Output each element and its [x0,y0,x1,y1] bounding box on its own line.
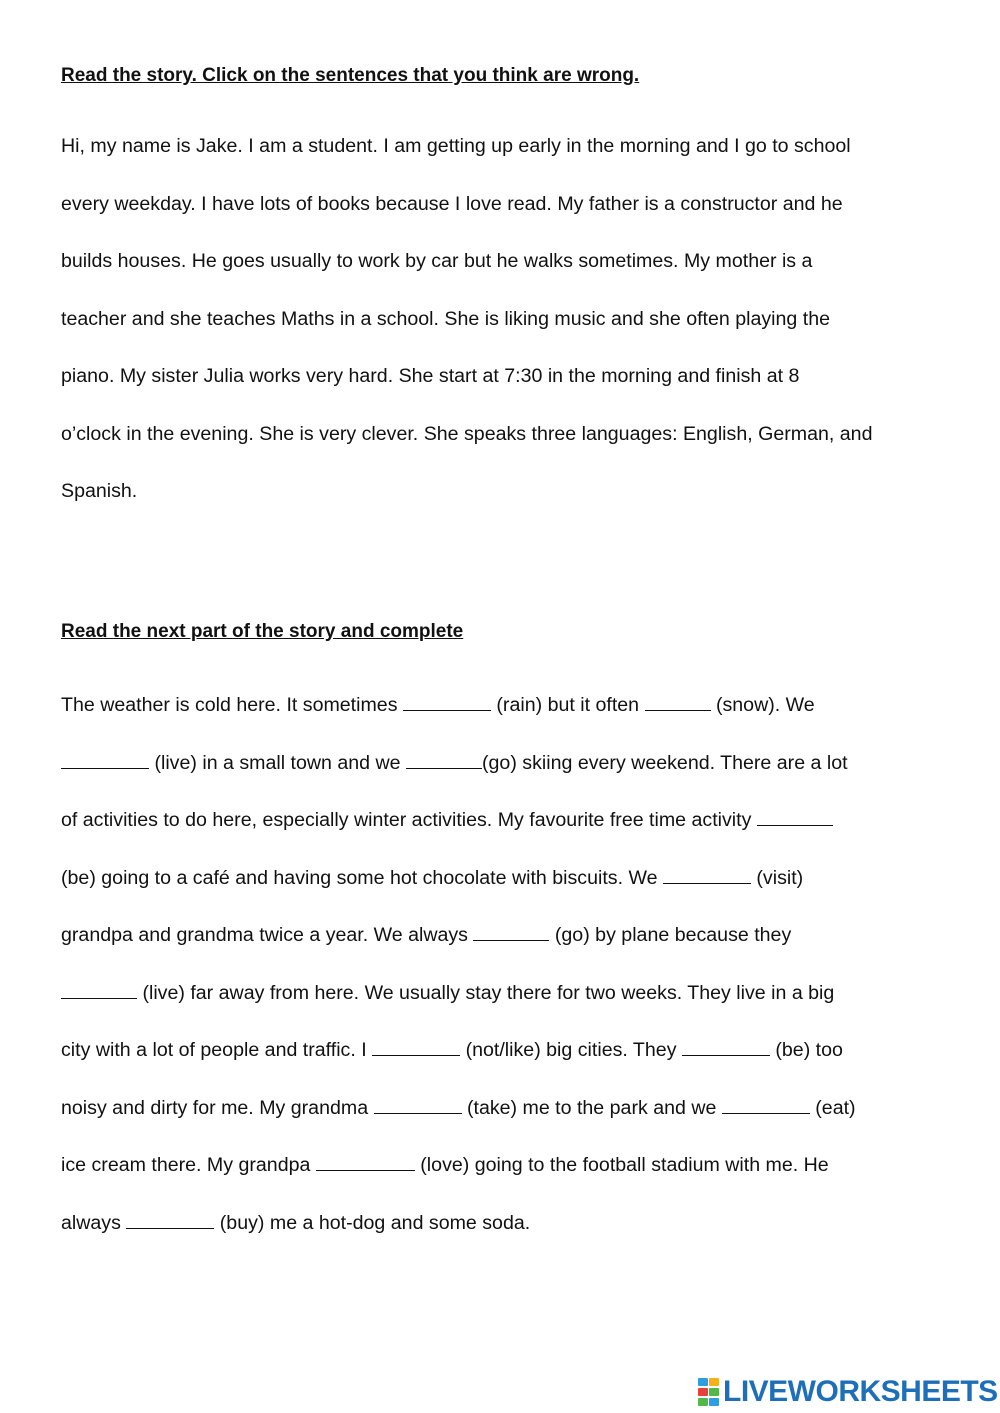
story-line [61,864,941,922]
story-text: (be) too [769,1039,843,1061]
clickable-sentence[interactable]: Hi, my name is Jake. [61,135,243,157]
clickable-sentence[interactable]: He goes usually to work by car but he walks sometimes. [191,250,679,272]
answer-blank[interactable] [372,1036,460,1056]
answer-blank[interactable] [757,806,833,826]
clickable-sentence[interactable]: Spanish. [61,480,138,502]
answer-blank[interactable] [473,921,549,941]
story-text: city with a lot of people and traffic. I [61,1039,373,1061]
story-text: noisy and dirty for me. My grandma [61,1096,374,1119]
story-text: (eat) [809,1096,856,1119]
answer-blank[interactable] [722,1094,810,1114]
clickable-sentence[interactable]: I have lots of books because I love read. [201,192,552,215]
answer-blank[interactable] [406,749,482,769]
clickable-sentence[interactable]: I am getting up early in the morning and I go to school [383,135,851,157]
story-line [61,921,941,979]
story-line [61,806,941,864]
clickable-sentence[interactable]: teacher and she teaches Maths in a school. [61,307,439,330]
logo-mark-icon [698,1378,720,1406]
story-text: The weather is cold here. It sometimes [61,694,403,716]
story-line [61,307,941,365]
story-line [61,422,941,480]
story-line [61,192,941,250]
answer-blank[interactable] [61,749,149,769]
story-text: (live) far away from here. We usually stay there for two weeks. They live in a big [137,981,835,1004]
story-text: (go) by plane because they [549,924,792,946]
story-text: (buy) me a hot-dog and some soda. [214,1211,531,1234]
story-text: (love) going to the football stadium with me. He [414,1154,829,1176]
story-text: of activities to do here, especially winter activities. My favourite free time activity [61,809,757,831]
story-text: ice cream there. My grandpa [61,1154,316,1176]
story-line [61,249,941,307]
clickable-sentence[interactable]: My sister Julia works very hard. [119,365,394,387]
clickable-sentence[interactable]: I am a student. [248,135,378,157]
clickable-sentence[interactable]: She start at 7:30 in the morning and finish at 8 [398,365,800,387]
answer-blank[interactable] [403,691,491,711]
story-line [61,364,941,422]
story-line [61,1209,941,1267]
story-text: (visit) [750,866,804,889]
clickable-sentence[interactable]: o’clock in the evening. [61,422,254,445]
section-1-heading: Read the story. Click on the sentences that you think are wrong. [61,65,640,86]
clickable-sentence[interactable]: builds houses. [61,250,187,272]
section-2-heading: Read the next part of the story and complete [61,621,464,642]
clickable-sentence[interactable]: She speaks three languages: English, German, and [423,422,873,445]
story-line [61,1151,941,1209]
story-line [61,1036,941,1094]
story-text: (live) in a small town and we [149,751,406,774]
story-line [61,134,941,192]
story-text: (be) going to a café and having some hot chocolate with biscuits. We [61,866,663,889]
story-line [61,1094,941,1152]
story-part-2 [61,691,941,1266]
logo-text: LIVEWORKSHEETS [723,1375,998,1408]
story-text: (snow). We [710,694,815,716]
clickable-sentence[interactable]: She is liking music and she often playing the [444,307,830,330]
answer-blank[interactable] [645,691,711,711]
story-line [61,749,941,807]
answer-blank[interactable] [126,1209,214,1229]
answer-blank[interactable] [316,1151,415,1171]
answer-blank[interactable] [663,864,751,884]
story-text: (take) me to the park and we [461,1096,722,1119]
clickable-sentence[interactable]: My mother is a [683,250,813,272]
answer-blank[interactable] [374,1094,462,1114]
story-line [61,979,941,1037]
clickable-sentence[interactable]: piano. [61,365,115,387]
answer-blank[interactable] [682,1036,770,1056]
story-text: (go) skiing every weekend. There are a lot [482,751,848,774]
liveworksheets-logo [698,1375,998,1409]
story-part-1 [61,134,941,537]
story-text: grandpa and grandma twice a year. We always [61,924,474,946]
story-text: (rain) but it often [490,694,645,716]
answer-blank[interactable] [61,979,137,999]
story-text: always [61,1211,127,1234]
story-line [61,479,941,537]
story-line [61,691,941,749]
story-text: (not/like) big cities. They [460,1039,682,1061]
clickable-sentence[interactable]: She is very clever. [259,422,419,445]
clickable-sentence[interactable]: My father is a constructor and he [557,192,843,215]
clickable-sentence[interactable]: every weekday. [61,192,196,215]
